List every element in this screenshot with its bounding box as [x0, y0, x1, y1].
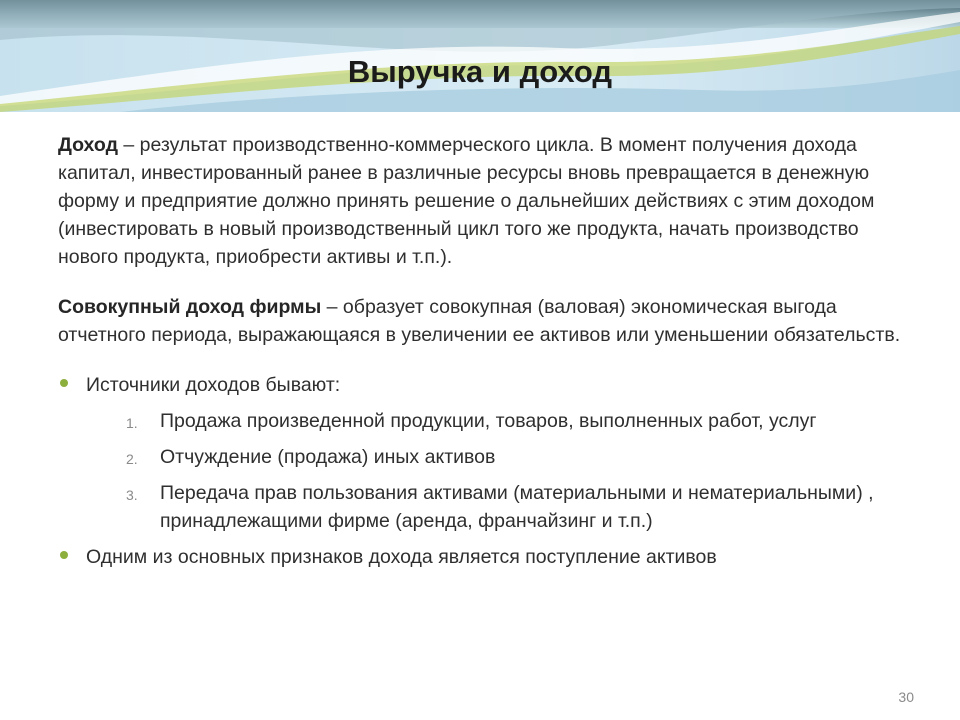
- total-income-definition: [58, 293, 908, 349]
- income-text: – результат производственно-коммерческого цикла. В момент получения дохода капитал, инвестированный ранее в различные ресурсы вновь превращается в денежную форму и предприятие должно принять решение о дальнейших действиях с этим доходом (инвестировать в новый производственный цикл того же продукта, начать производство нового продукта, приобрести активы и т.п.).: [58, 134, 875, 268]
- list-item: [86, 407, 908, 435]
- total-income-text: – образует совокупная (валовая) экономическая выгода отчетного периода, выражающаяся в увеличении ее активов или уменьшении обязательств.: [58, 296, 901, 346]
- bullet-item-sources: [58, 371, 908, 535]
- bullet-text: Одним из основных признаков дохода является поступление активов: [86, 546, 717, 568]
- item-number: 3.: [126, 487, 138, 503]
- slide-title: Выручка и доход: [347, 54, 613, 89]
- item-number: 2.: [126, 451, 138, 467]
- income-term: Доход: [58, 134, 118, 156]
- item-number: 1.: [126, 415, 138, 431]
- slide-number: 30: [898, 689, 914, 705]
- item-text: Передача прав пользования активами (материальными и нематериальными) , принадлежащими фирме (аренда, франчайзинг и т.п.): [160, 482, 874, 532]
- item-text: Продажа произведенной продукции, товаров, выполненных работ, услуг: [160, 410, 817, 432]
- numbered-list: [86, 407, 908, 535]
- item-text: Отчуждение (продажа) иных активов: [160, 446, 496, 468]
- income-definition: [58, 131, 908, 271]
- bullet-dot-icon: [60, 379, 68, 387]
- list-item: [86, 479, 908, 535]
- bullet-list: [58, 371, 908, 571]
- slide-content: [58, 131, 908, 577]
- bullet-item-feature: [58, 543, 908, 571]
- list-item: [86, 443, 908, 471]
- total-income-term: Совокупный доход фирмы: [58, 296, 322, 318]
- bullet-dot-icon: [60, 551, 68, 559]
- bullet-text: Источники доходов бывают:: [86, 374, 341, 396]
